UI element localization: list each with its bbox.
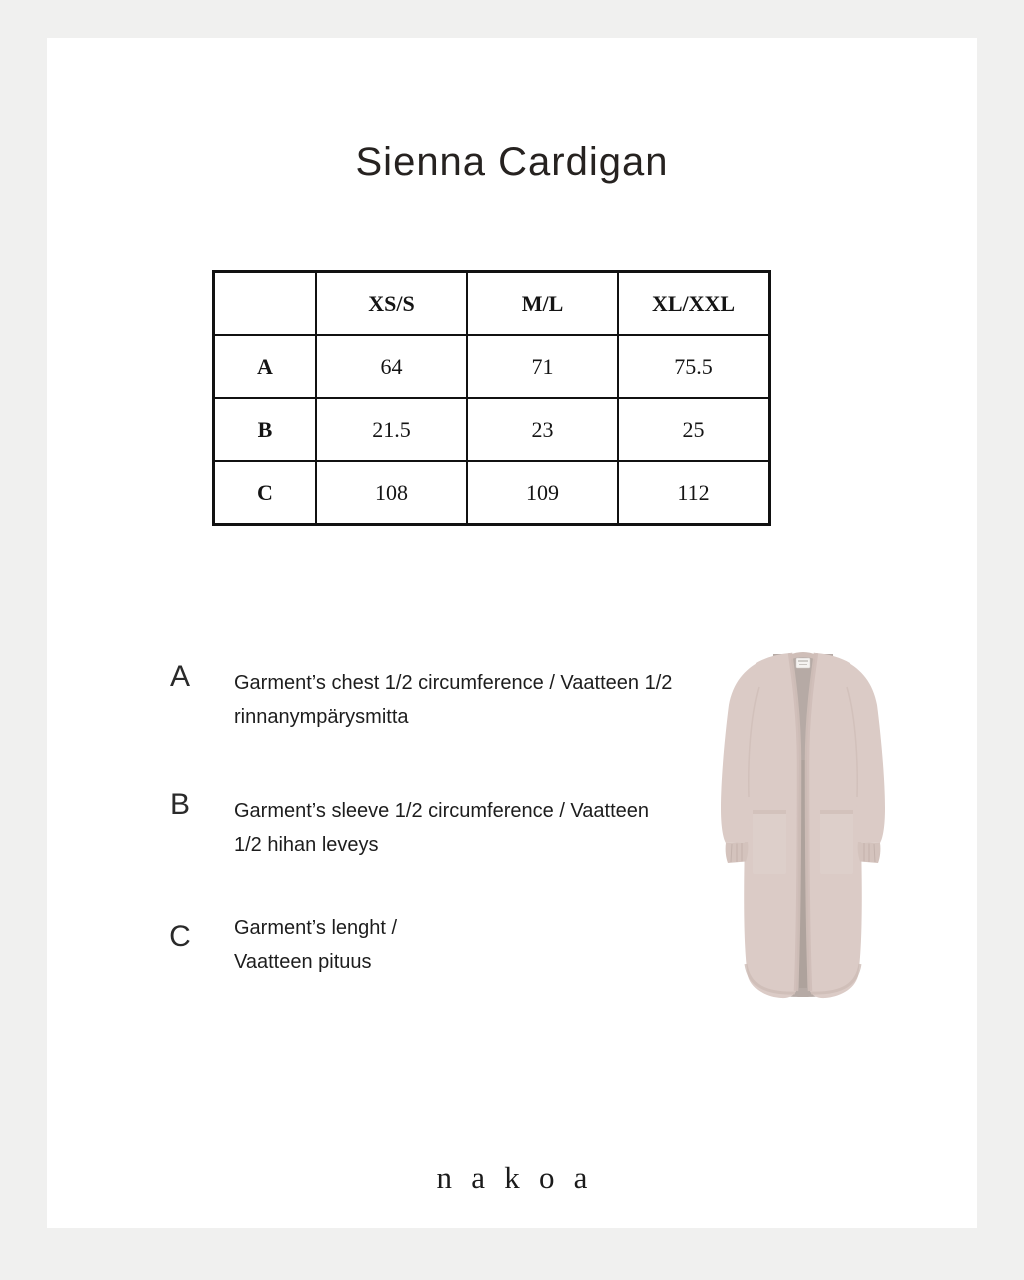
cell-a-xl-xxl: 75.5 bbox=[618, 335, 770, 398]
cell-c-m-l: 109 bbox=[467, 461, 618, 525]
size-chart-table bbox=[212, 270, 771, 526]
table-row bbox=[214, 461, 770, 525]
legend-text-a-line2: rinnanympärysmitta bbox=[234, 706, 409, 728]
cell-c-xl-xxl: 112 bbox=[618, 461, 770, 525]
legend-text-b-line2: 1/2 hihan leveys bbox=[234, 834, 379, 856]
cell-b-xl-xxl: 25 bbox=[618, 398, 770, 461]
row-label-a: A bbox=[214, 335, 317, 398]
table-header-m-l: M/L bbox=[467, 272, 618, 336]
left-pocket-seam bbox=[753, 810, 786, 814]
legend-text-c-line2: Vaatteen pituus bbox=[234, 951, 372, 973]
legend-text-b bbox=[234, 794, 694, 862]
table-header-xs-s: XS/S bbox=[316, 272, 467, 336]
right-pocket bbox=[820, 810, 853, 874]
cell-a-m-l: 71 bbox=[467, 335, 618, 398]
brand-logo: nakoa bbox=[436, 1160, 607, 1195]
table-header-xl-xxl: XL/XXL bbox=[618, 272, 770, 336]
cell-b-xs-s: 21.5 bbox=[316, 398, 467, 461]
product-title: Sienna Cardigan bbox=[355, 140, 669, 184]
legend-text-b-line1: Garment’s sleeve 1/2 circumference / Vaatteen bbox=[234, 800, 650, 822]
row-label-b: B bbox=[214, 398, 317, 461]
cardigan-product-photo bbox=[715, 642, 890, 1007]
legend-letter-c: C bbox=[169, 920, 191, 953]
right-pocket-seam bbox=[820, 810, 853, 814]
cell-b-m-l: 23 bbox=[467, 398, 618, 461]
legend-text-c bbox=[234, 911, 694, 979]
legend-text-c-line1: Garment’s lenght / bbox=[234, 917, 398, 939]
cell-a-xs-s: 64 bbox=[316, 335, 467, 398]
legend-letter-a: A bbox=[169, 660, 190, 693]
table-row bbox=[214, 335, 770, 398]
table-row bbox=[214, 398, 770, 461]
row-label-c: C bbox=[214, 461, 317, 525]
table-header-row bbox=[214, 272, 770, 336]
legend-text-a-line1: Garment’s chest 1/2 circumference / Vaatteen 1/2 bbox=[234, 672, 673, 694]
neck-label bbox=[796, 658, 810, 668]
size-guide-card bbox=[47, 38, 977, 1228]
legend-letter-b: B bbox=[169, 788, 190, 821]
left-pocket bbox=[753, 810, 786, 874]
cell-c-xs-s: 108 bbox=[316, 461, 467, 525]
legend-text-a bbox=[234, 666, 694, 734]
table-corner-cell bbox=[214, 272, 317, 336]
